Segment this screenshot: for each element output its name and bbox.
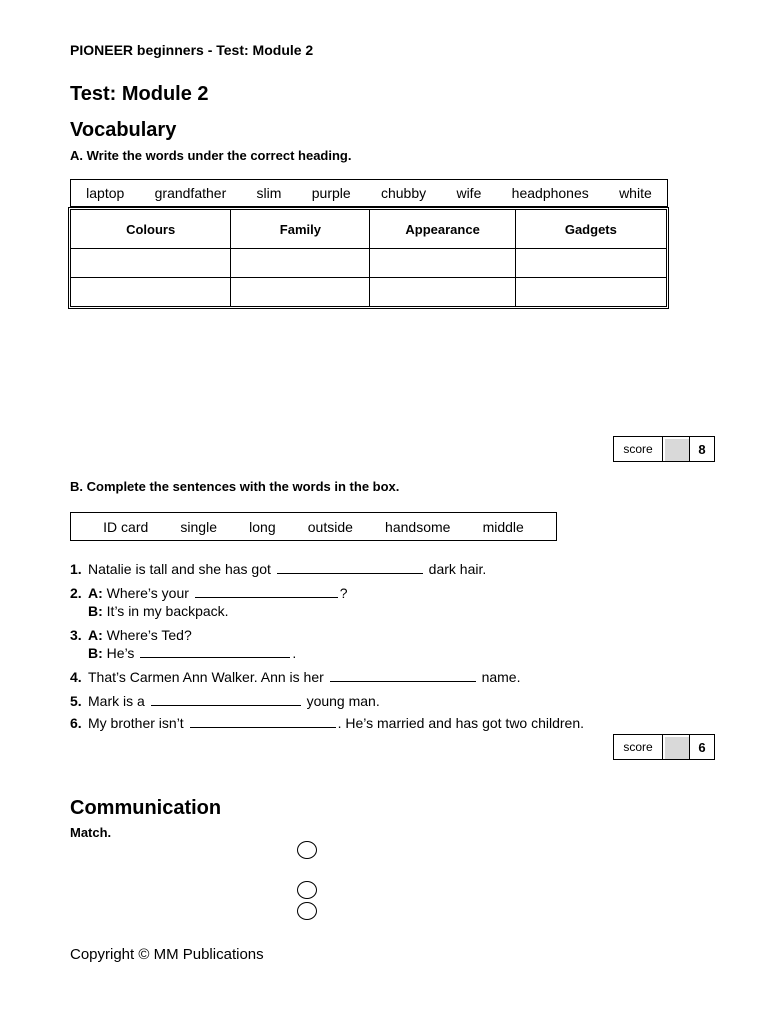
word-box-item: chubby (380, 185, 427, 201)
sentence-3 (70, 626, 296, 662)
speaker-label: B: (88, 603, 103, 619)
sentence-5 (70, 692, 380, 710)
answer-cell[interactable] (231, 249, 370, 278)
score-entry[interactable] (663, 437, 690, 461)
match-instruction: Match. (70, 825, 112, 840)
answer-cell[interactable] (370, 278, 515, 307)
column-header-family: Family (231, 210, 370, 249)
communication-heading: Communication (70, 797, 222, 819)
test-title: Test: Module 2 (70, 83, 209, 105)
answer-cell[interactable] (515, 278, 666, 307)
sentence-text: Where’s Ted? (106, 627, 192, 643)
word-box-item: grandfather (154, 185, 227, 201)
answer-blank[interactable] (140, 644, 290, 658)
sentence-number: 2. (70, 585, 82, 601)
column-header-appearance: Appearance (370, 210, 515, 249)
sentence-number: 4. (70, 669, 82, 685)
sentence-number: 1. (70, 561, 82, 577)
word-box-item: laptop (86, 185, 125, 201)
answer-cell[interactable] (71, 249, 231, 278)
sentence-text: ? (339, 585, 348, 601)
part-a-word-box (70, 179, 668, 207)
answer-cell[interactable] (231, 278, 370, 307)
speaker-label: A: (88, 627, 103, 643)
sentence-4 (70, 668, 520, 686)
score-max: 8 (698, 441, 706, 457)
sentence-text: Mark is a (88, 693, 145, 709)
answer-blank[interactable] (195, 584, 338, 598)
sentence-text: . He’s married and has got two children. (337, 715, 585, 731)
part-b-word-box (70, 512, 557, 541)
speaker-label: A: (88, 585, 103, 601)
sentence-text: Natalie is tall and she has got (88, 561, 271, 577)
speaker-label: B: (88, 645, 103, 661)
word-box-item: purple (311, 185, 351, 201)
table-row (71, 249, 667, 278)
sentence-text: young man. (306, 693, 380, 709)
score-entry[interactable] (663, 735, 690, 759)
word-box-item: single (180, 518, 217, 535)
sentence-number: 3. (70, 627, 82, 643)
match-circle[interactable] (297, 902, 317, 920)
sentence-text: Where’s your (106, 585, 189, 601)
score-box-a (613, 436, 715, 462)
word-box-item: white (619, 185, 652, 201)
answer-blank[interactable] (330, 668, 476, 682)
answer-cell[interactable] (370, 249, 515, 278)
answer-blank[interactable] (190, 714, 336, 728)
sentence-text: My brother isn’t (88, 715, 184, 731)
sentence-text: He’s (106, 645, 135, 661)
sentence-2 (70, 584, 348, 620)
word-box-item: long (249, 518, 276, 535)
sentence-text: That’s Carmen Ann Walker. Ann is her (88, 669, 324, 685)
score-box-b (613, 734, 715, 760)
score-label: score (614, 437, 663, 461)
sentence-number: 5. (70, 693, 82, 709)
heading-table (70, 209, 667, 307)
sentence-text: . (292, 645, 297, 661)
sentence-1 (70, 560, 486, 578)
match-circle[interactable] (297, 841, 317, 859)
score-label: score (614, 735, 663, 759)
sentence-6 (70, 714, 584, 732)
score-max: 6 (698, 739, 706, 755)
word-box-item: handsome (385, 518, 451, 535)
sentence-text: dark hair. (428, 561, 487, 577)
word-box-item: ID card (103, 518, 149, 535)
answer-blank[interactable] (151, 692, 301, 706)
match-circle[interactable] (297, 881, 317, 899)
part-b-instruction: B. Complete the sentences with the words in the box. (70, 479, 400, 494)
word-box-item: middle (482, 518, 524, 535)
answer-cell[interactable] (71, 278, 231, 307)
copyright-footer: Copyright © MM Publications (70, 946, 264, 963)
word-box-item: headphones (511, 185, 589, 201)
word-box-item: wife (456, 185, 482, 201)
vocabulary-heading: Vocabulary (70, 119, 177, 141)
column-header-colours: Colours (71, 210, 231, 249)
word-box-item: outside (307, 518, 353, 535)
sentence-text: name. (481, 669, 521, 685)
column-header-gadgets: Gadgets (515, 210, 666, 249)
sentence-number: 6. (70, 715, 82, 731)
document-header: PIONEER beginners - Test: Module 2 (70, 42, 314, 58)
part-a-instruction: A. Write the words under the correct heading. (70, 148, 352, 163)
sentence-text: It’s in my backpack. (106, 603, 229, 619)
answer-cell[interactable] (515, 249, 666, 278)
answer-blank[interactable] (277, 560, 423, 574)
table-row (71, 278, 667, 307)
word-box-item: slim (256, 185, 282, 201)
